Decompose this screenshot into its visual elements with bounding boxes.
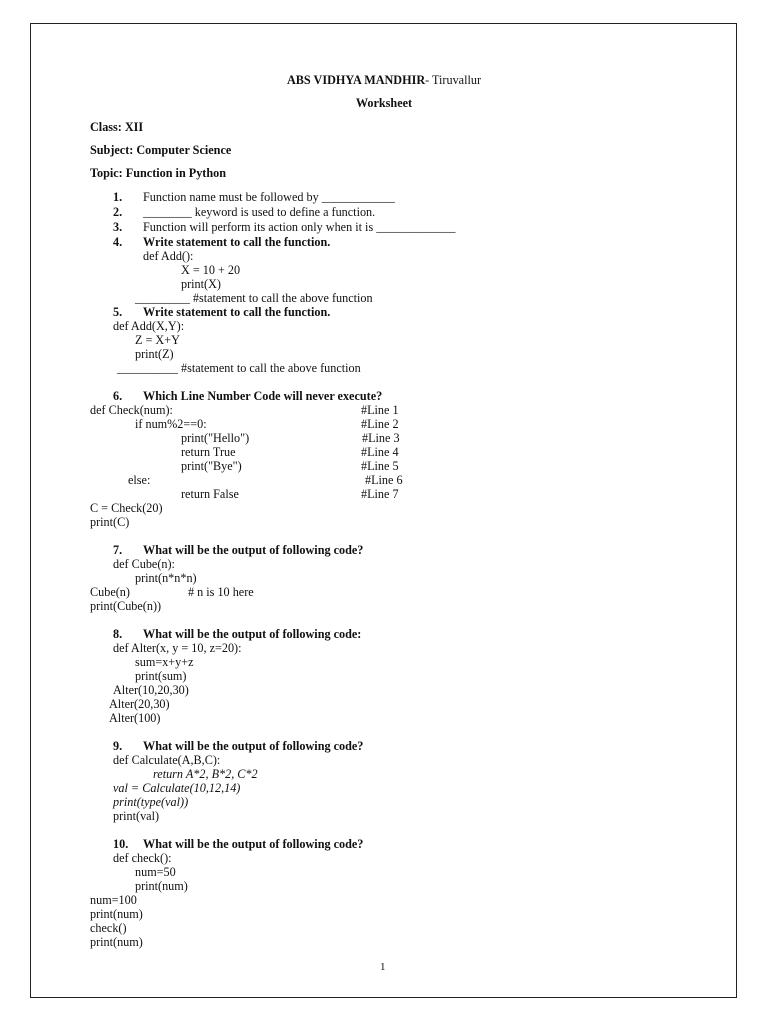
q10-code-line: print(num) bbox=[90, 907, 143, 921]
q6-line-label: #Line 1 bbox=[361, 403, 399, 417]
q6-line-label: #Line 7 bbox=[361, 487, 399, 501]
q4-code-line: def Add(): bbox=[143, 249, 194, 263]
q10-code-line: def check(): bbox=[113, 851, 172, 865]
page-number: 1 bbox=[380, 961, 386, 973]
q9-code-line: print(val) bbox=[113, 809, 160, 823]
q5-code-line: print(Z) bbox=[135, 347, 174, 361]
q6-number: 6. bbox=[113, 389, 123, 403]
q5-code-line: Z = X+Y bbox=[135, 333, 180, 347]
q2-number: 2. bbox=[113, 205, 123, 219]
q6-line-label: #Line 5 bbox=[361, 459, 399, 473]
q6-code-line: return False bbox=[181, 487, 239, 501]
q7-code-line: print(Cube(n)) bbox=[90, 599, 162, 613]
q4-number: 4. bbox=[113, 235, 123, 249]
q6-code-line: return True bbox=[181, 445, 236, 459]
q7-number: 7. bbox=[113, 543, 123, 557]
topic-label: Topic: Function in Python bbox=[90, 166, 227, 180]
q4-code-line: _________ #statement to call the above function bbox=[135, 291, 373, 305]
q6-code-line: print("Bye") bbox=[181, 459, 242, 473]
q5-code-line: __________ #statement to call the above function bbox=[117, 361, 361, 375]
q6-code-line: C = Check(20) bbox=[90, 501, 163, 515]
q10-code-line: num=100 bbox=[90, 893, 137, 907]
q8-code-line: Alter(100) bbox=[109, 711, 161, 725]
q3-text: Function will perform its action only when it is _____________ bbox=[143, 220, 456, 234]
q5-number: 5. bbox=[113, 305, 123, 319]
q6-title: Which Line Number Code will never execute? bbox=[143, 389, 383, 403]
q7-code-comment: # n is 10 here bbox=[188, 585, 254, 599]
q6-line-label: #Line 4 bbox=[361, 445, 399, 459]
q6-code-line: def Check(num): bbox=[90, 403, 173, 417]
q4-code-line: X = 10 + 20 bbox=[181, 263, 241, 277]
q10-title: What will be the output of following code? bbox=[143, 837, 364, 851]
subject-label: Subject: Computer Science bbox=[90, 143, 232, 157]
q6-code-line: print("Hello") bbox=[181, 431, 250, 445]
school-location: - Tiruvallur bbox=[425, 73, 482, 87]
q8-code-line: sum=x+y+z bbox=[135, 655, 194, 669]
class-label: Class: XII bbox=[90, 120, 144, 134]
school-name-bold: ABS VIDHYA MANDHIR bbox=[286, 73, 426, 87]
q10-number: 10. bbox=[113, 837, 129, 851]
q8-code-line: Alter(20,30) bbox=[109, 697, 170, 711]
q9-code-line: return A*2, B*2, C*2 bbox=[153, 767, 258, 781]
q5-code-line: def Add(X,Y): bbox=[113, 319, 185, 333]
q8-code-line: Alter(10,20,30) bbox=[113, 683, 189, 697]
q7-code-line: def Cube(n): bbox=[113, 557, 175, 571]
q3-number: 3. bbox=[113, 220, 123, 234]
q6-code-line: print(C) bbox=[90, 515, 130, 529]
q8-code-line: def Alter(x, y = 10, z=20): bbox=[113, 641, 242, 655]
q10-code-line: print(num) bbox=[90, 935, 143, 949]
q7-code-line: Cube(n) bbox=[90, 585, 130, 599]
q7-code-line: print(n*n*n) bbox=[135, 571, 197, 585]
q4-code-line: print(X) bbox=[181, 277, 221, 291]
q1-text: Function name must be followed by ____________ bbox=[143, 190, 395, 204]
q10-code-line: check() bbox=[90, 921, 127, 935]
q8-number: 8. bbox=[113, 627, 123, 641]
q9-code-line: print(type(val)) bbox=[113, 795, 189, 809]
document-title: Worksheet bbox=[355, 96, 413, 110]
q8-code-line: print(sum) bbox=[135, 669, 187, 683]
q6-line-label: #Line 6 bbox=[365, 473, 403, 487]
q5-title: Write statement to call the function. bbox=[143, 305, 331, 319]
q1-number: 1. bbox=[113, 190, 123, 204]
q6-line-label: #Line 3 bbox=[362, 431, 400, 445]
school-name bbox=[0, 73, 768, 87]
q9-code-line: val = Calculate(10,12,14) bbox=[113, 781, 241, 795]
q8-title: What will be the output of following code: bbox=[143, 627, 362, 641]
q7-title: What will be the output of following code? bbox=[143, 543, 364, 557]
q6-code-line: else: bbox=[128, 473, 151, 487]
q9-number: 9. bbox=[113, 739, 123, 753]
q9-code-line: def Calculate(A,B,C): bbox=[113, 753, 221, 767]
q10-code-line: print(num) bbox=[135, 879, 188, 893]
q9-title: What will be the output of following code? bbox=[143, 739, 364, 753]
q6-line-label: #Line 2 bbox=[361, 417, 399, 431]
q2-text: ________ keyword is used to define a function. bbox=[143, 205, 376, 219]
q10-code-line: num=50 bbox=[135, 865, 176, 879]
q6-code-line: if num%2==0: bbox=[135, 417, 207, 431]
q4-title: Write statement to call the function. bbox=[143, 235, 331, 249]
